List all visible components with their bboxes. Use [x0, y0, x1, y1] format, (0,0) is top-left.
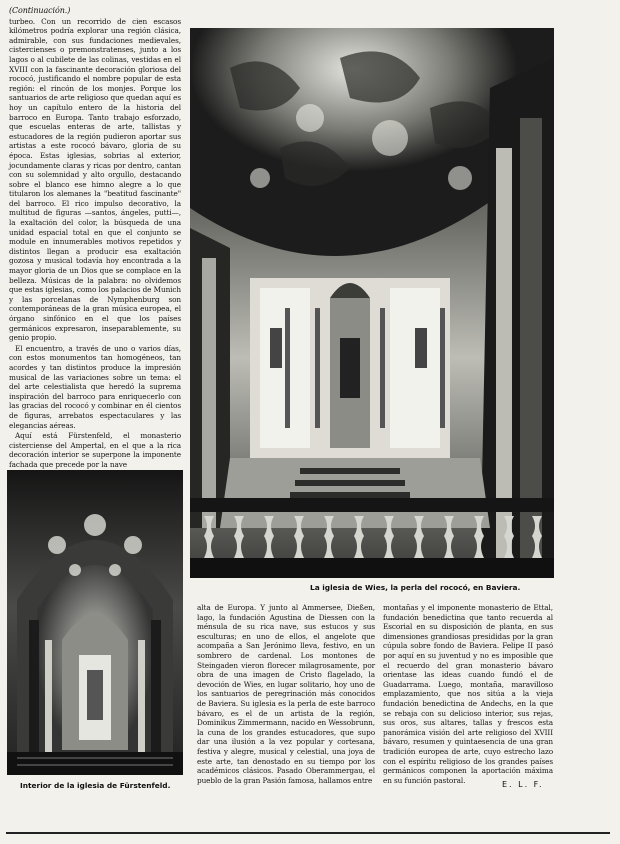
photo-wies-church	[190, 28, 554, 578]
fuerstenfeld-illustration	[7, 470, 183, 775]
paragraph: montañas y el imponente monasterio de Ettal, fundación benedictina que tanto recuerda al Escorial en su disposición de planta, en sus dimensiones grandiosas presididas por la gran cúpula sobre fondo de Baviera. Felipe II pasó por aquí en su juventud y no es imposible que el recuerdo del gran monasterio bávaro orientase las ideas cuando fundó el de Guadarrama. Luego, montaña, maravilloso emplazamiento, que nos sitúa a la vieja fundación benedictina de Andechs, en la que se rebaja con su delicioso interior, sus rejas, sus oros, sus altares, tallas y frescos esta panorámica visión del arte religioso del XVIII bávaro, resumen y quintaesencia de una gran tradición europea de arte, cuyo estrecho lazo con el espíritu religioso de los grandes países germánicos componen la aportación máxima en su función pastoral.	[383, 603, 553, 785]
paragraph: turbeo. Con un recorrido de cien escasos kilómetros podría explorar una región clásica, admirable, con sus fundaciones medievales, cistercienses o premonstratenses, junto a los lagos o al cubilete de las colinas, vestidas en el XVIII con la fascinante decoración gloriosa del rococó, justificando el nombre popular de esta región: el rincón de los monjes. Porque los santuarios de arte religioso que quedan aquí es hoy un capítulo entero de la historia del barroco en Europa. Tanto trabajo esforzado, que escuelas enteras de arte, tallistas y estucadores de la región pudieron aportar sus artistas a este rococó bávaro, gloria de su época. Estas iglesias, sobrias al exterior, jocundamente claras y ricas por dentro, cantan con su solemnidad y alto orgullo, destacando sobre el blanco ese himno alegre a lo que titularon los alemanes la "beatitud fascinante" del barroco. El rico impulso decorativo, la multitud de figuras —santos, ángeles, putti—, la exaltación del color, la búsqueda de una unidad espacial total en que el conjunto se module en innumerables motivos repetidos y distintos llegan a producir esa exaltación gozosa y musical todavía hoy encontrada a la mayor gloria de un Dios que se complace en la belleza. Músicas de la palabra: no olvidemos que estas iglesias, como los palacios de Munich y las porcelanas de Nymphenburg son contemporáneas de la gran música europea, el órgano sinfónico en el que los países germánicos expresaron, inseparablemente, su genio propio.	[9, 16, 181, 343]
paragraph: alta de Europa. Y junto al Ammersee, Dießen, lago, la fundación Agustina de Diessen con la ménsula de su rica nave, sus estucos y sus esculturas; en uno de ellos, el angelote que acompaña a San Jerónimo lleva, festivo, en un sombrero de cardenal. Los montones de Steingaden vieron florecer milagrosamente, por obra de una imagen de Cristo flagelado, la devoción de Wies, en lugar solitario, hoy uno de los santuarios de peregrinación más conocidos de Baviera. Su iglesia es la perla de este barroco bávaro, es el de un artista de la región, Dominikus Zimmermann, nacido en Wessobrunn, la cuna de los grandes estucadores, que supo dar una ilusión a la vez popular y cortesana, festiva y alegre, musical y celestial, una joya de este arte, tan denostado en su tiempo por los académicos clásicos. Pasado Oberammergau, el pueblo de la gran Pasión famosa, hallamos entre	[197, 603, 375, 785]
caption-fuerstenfeld: Interior de la iglesia de Fürstenfeld.	[20, 781, 171, 790]
paragraph: El encuentro, a través de uno o varios días, con estos monumentos tan homogéneos, tan acordes y tan distintos produce la impresión musical de las variaciones sobre un tema: el del arte celestialista que heredó la suprema inspiración del barroco para enriquecerlo con las gracias del rococó y combinar en él cientos de figuras, arrebatos espectaculares y las elegancias aéreas.	[9, 343, 181, 430]
photo-fuerstenfeld-interior	[7, 470, 183, 775]
bottom-rule	[6, 832, 610, 834]
continuation-label: (Continuación.)	[9, 6, 71, 15]
column-middle	[197, 603, 375, 799]
column-left-top	[9, 6, 181, 469]
caption-wies: La iglesia de Wies, la perla del rococó, en Baviera.	[310, 583, 521, 592]
paragraph: Aquí está Fürstenfeld, el monasterio cisterciense del Ampertal, en el que a la rica decoración interior se superpone la imponente fachada que precede por la nave	[9, 431, 181, 469]
author-signature: E. L. F.	[502, 780, 544, 789]
wies-church-illustration	[190, 28, 554, 578]
